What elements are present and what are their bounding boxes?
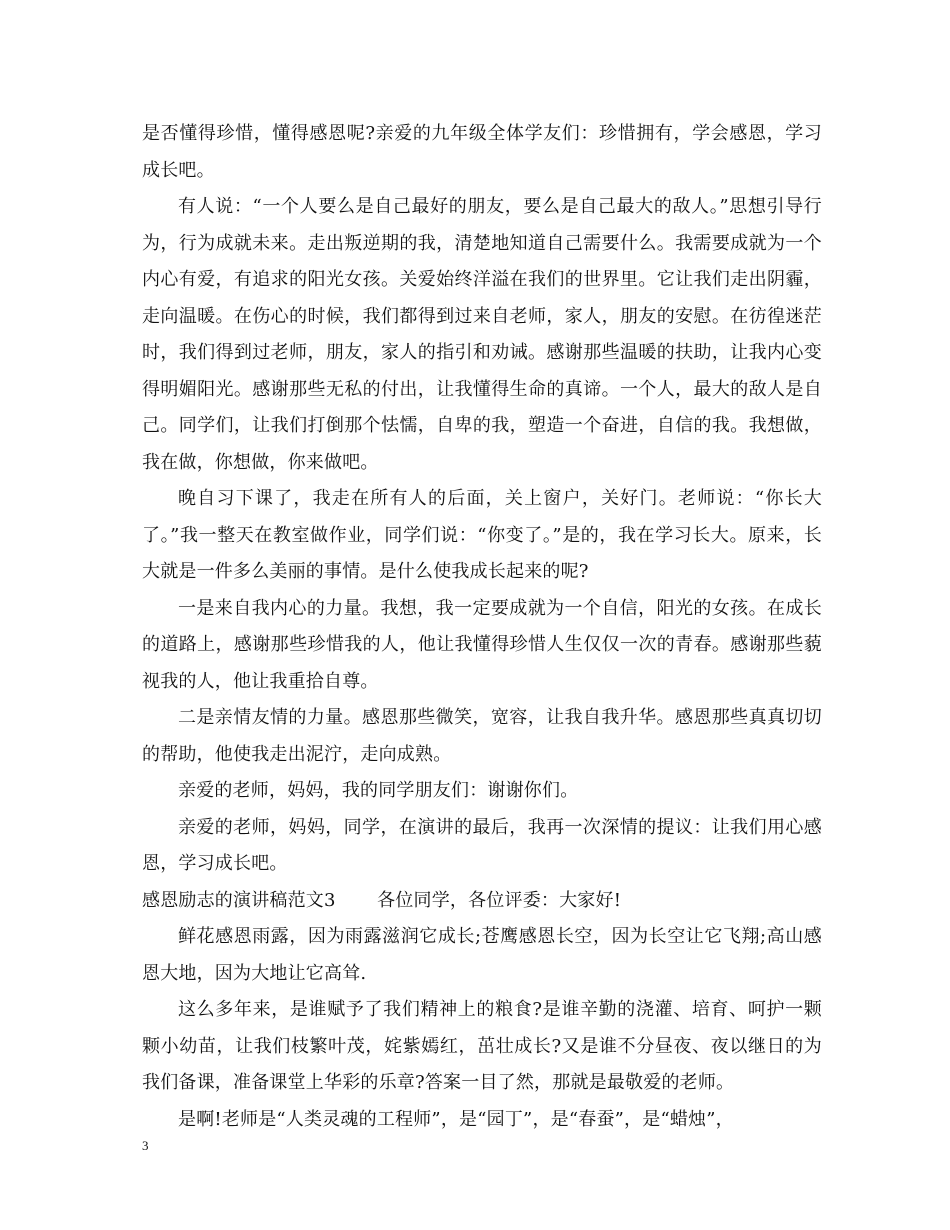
document-body xyxy=(142,116,822,1138)
page-number: 3 xyxy=(142,1138,149,1153)
paragraph: 亲爱的老师，妈妈，同学，在演讲的最后，我再一次深情的提议：让我们用心感恩，学习成长吧。 xyxy=(142,816,822,874)
paragraph: 有人说：“一个人要么是自己最好的朋友，要么是自己最大的敌人。”思想引导行为，行为成就未来。走出叛逆期的我，清楚地知道自己需要什么。我需要成就为一个内心有爱，有追求的阳光女孩。关爱始终洋溢在我们的世界里。它让我们走出阴霾，走向温暖。在伤心的时候，我们都得到过来自老师，家人，朋友的安慰。在彷徨迷茫时，我们得到过老师，朋友，家人的指引和劝诫。感谢那些温暖的扶助，让我内心变得明媚阳光。感谢那些无私的付出，让我懂得生命的真谛。一个人，最大的敌人是自己。同学们，让我们打倒那个怯懦，自卑的我，塑造一个奋进，自信的我。我想做，我在做，你想做，你来做吧。 xyxy=(142,196,822,473)
paragraph: 是啊!老师是“人类灵魂的工程师”，是“园丁”，是“春蚕”，是“蜡烛”， xyxy=(178,1108,734,1130)
paragraph: 亲爱的老师，妈妈，我的同学朋友们：谢谢你们。 xyxy=(178,780,579,801)
paragraph: 二是亲情友情的力量。感恩那些微笑，宽容，让我自我升华。感恩那些真真切切的帮助，他使我走出泥泞，走向成熟。 xyxy=(142,707,822,765)
paragraph: 晚自习下课了，我走在所有人的后面，关上窗户，关好门。老师说：“你长大了。”我一整天在教室做作业，同学们说：“你变了。”是的，我在学习长大。原来，长大就是一件多么美丽的事情。是什么使我成长起来的呢? xyxy=(142,488,822,582)
paragraph: 鲜花感恩雨露，因为雨露滋润它成长;苍鹰感恩长空，因为长空让它飞翔;高山感恩大地，因为大地让它高耸. xyxy=(142,926,822,984)
paragraph: 这么多年来，是谁赋予了我们精神上的粮食?是谁辛勤的浇灌、培育、呵护一颗颗小幼苗，让我们枝繁叶茂，姹紫嫣红，茁壮成长?又是谁不分昼夜、夜以继日的为我们备课，准备课堂上华彩的乐章?答案一目了然，那就是最敬爱的老师。 xyxy=(142,999,822,1093)
paragraph: 一是来自我内心的力量。我想，我一定要成就为一个自信，阳光的女孩。在成长的道路上，感谢那些珍惜我的人，他让我懂得珍惜人生仅仅一次的青春。感谢那些藐视我的人，他让我重拾自尊。 xyxy=(142,597,822,692)
section-heading-line: 感恩励志的演讲稿范文3 各位同学，各位评委：大家好! xyxy=(142,889,622,911)
paragraph: 是否懂得珍惜，懂得感恩呢?亲爱的九年级全体学友们：珍惜拥有，学会感恩，学习成长吧。 xyxy=(142,123,822,181)
